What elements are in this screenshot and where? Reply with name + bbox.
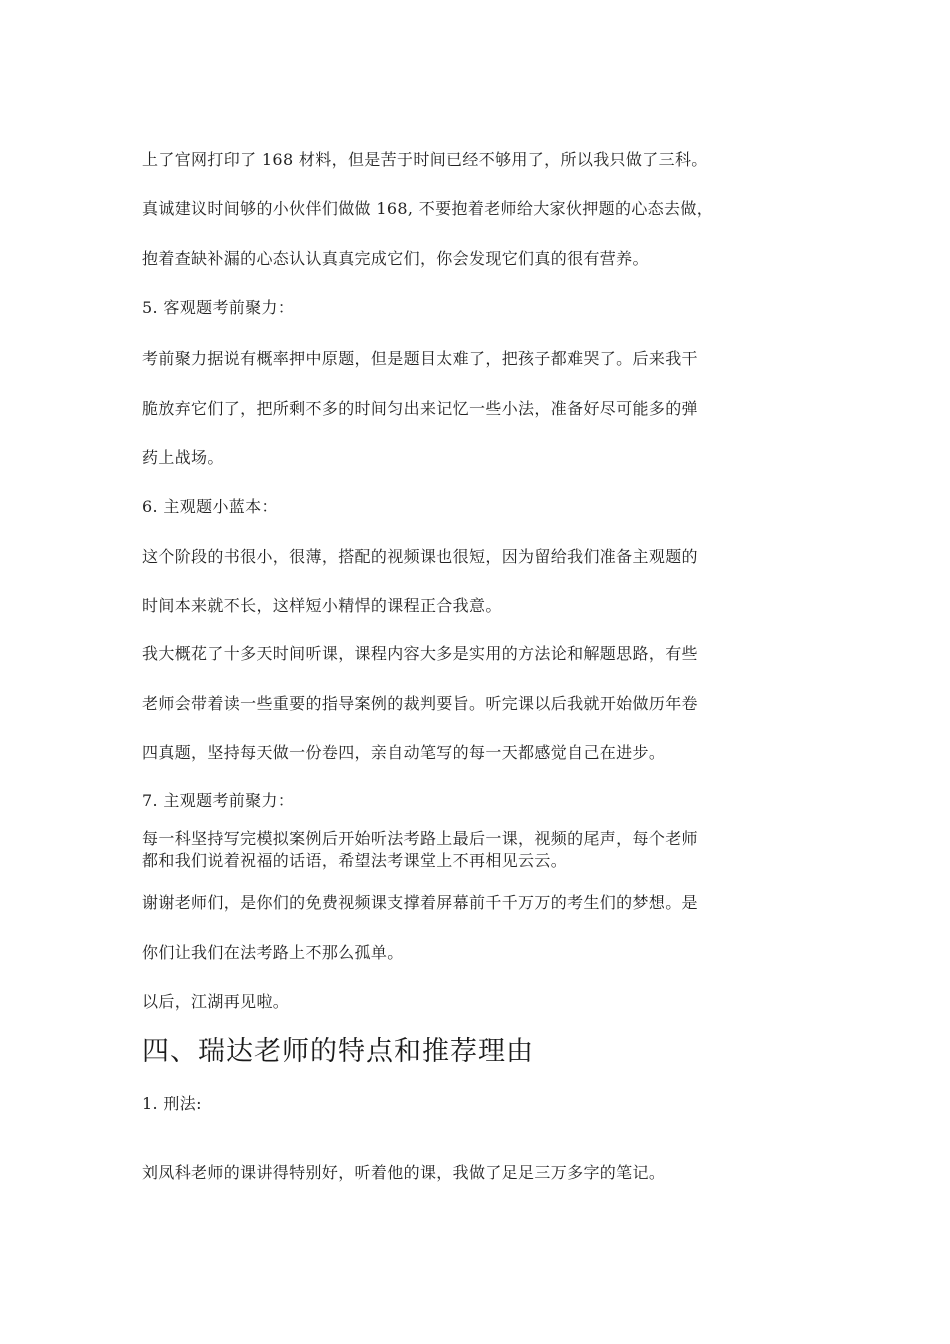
list-item-heading: 1. 刑法: [142,1094,202,1113]
paragraph-line: 上了官网打印了 168 材料，但是苦于时间已经不够用了，所以我只做了三科。 [142,150,708,169]
paragraph-line: 脆放弃它们了，把所剩不多的时间匀出来记忆一些小法，准备好尽可能多的弹 [142,399,698,418]
paragraph-line: 我大概花了十多天时间听课，课程内容大多是实用的方法论和解题思路，有些 [142,644,698,663]
list-item-heading: 5. 客观题考前聚力： [142,298,295,317]
paragraph-line: 时间本来就不长，这样短小精悍的课程正合我意。 [142,596,502,615]
paragraph-line: 这个阶段的书很小，很薄，搭配的视频课也很短，因为留给我们准备主观题的 [142,547,698,566]
paragraph-line: 每一科坚持写完模拟案例后开始听法考路上最后一课，视频的尾声，每个老师 [142,829,698,848]
paragraph-line: 你们让我们在法考路上不那么孤单。 [142,943,404,962]
paragraph-line: 真诚建议时间够的小伙伴们做做 168, 不要抱着老师给大家伙押题的心态去做， [142,199,714,218]
paragraph-line: 老师会带着读一些重要的指导案例的裁判要旨。听完课以后我就开始做历年卷 [142,694,698,713]
paragraph-line: 四真题，坚持每天做一份卷四，亲自动笔写的每一天都感觉自己在进步。 [142,743,666,762]
paragraph-line: 抱着查缺补漏的心态认认真真完成它们，你会发现它们真的很有营养。 [142,249,649,268]
section-heading: 四、瑞达老师的特点和推荐理由 [142,1036,534,1067]
list-item-heading: 6. 主观题小蓝本： [142,497,278,516]
paragraph-line: 都和我们说着祝福的话语，希望法考课堂上不再相见云云。 [142,851,568,870]
paragraph-line: 考前聚力据说有概率押中原题，但是题目太难了，把孩子都难哭了。后来我干 [142,349,698,368]
list-item-heading: 7. 主观题考前聚力： [142,791,295,810]
paragraph-line: 药上战场。 [142,448,224,467]
paragraph-line: 谢谢老师们，是你们的免费视频课支撑着屏幕前千千万万的考生们的梦想。是 [142,893,698,912]
paragraph-line: 以后，江湖再见啦。 [142,992,290,1011]
paragraph-line: 刘凤科老师的课讲得特别好，听着他的课，我做了足足三万多字的笔记。 [142,1163,666,1182]
